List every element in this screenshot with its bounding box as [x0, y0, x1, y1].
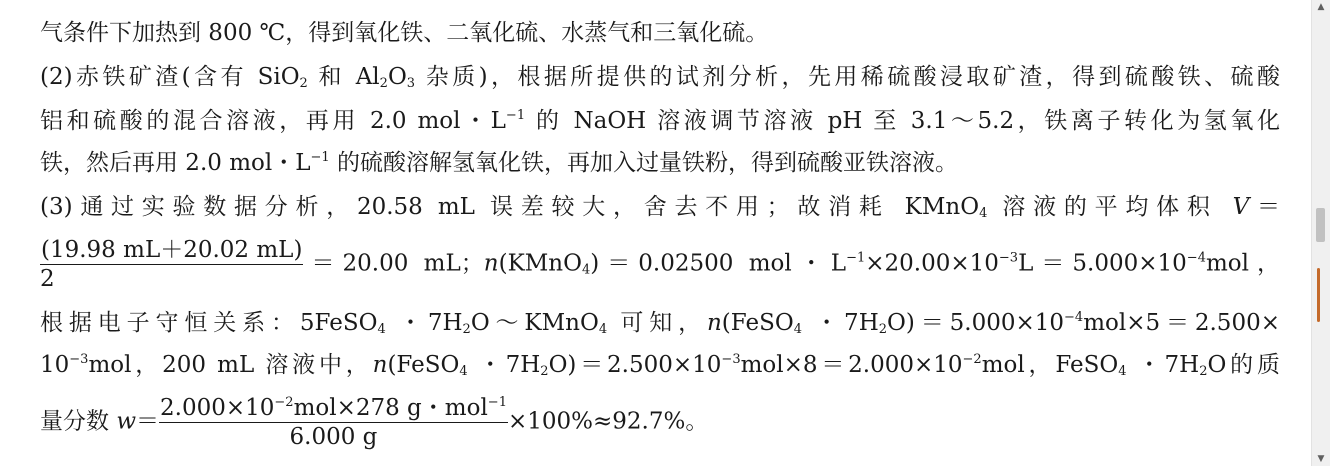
text-line-1: 气条件下加热到 800 ℃，得到氧化铁、二氧化硫、水蒸气和三氧化硫。	[40, 20, 769, 46]
text-line-2: (2)赤铁矿渣(含有 SiO$_2$ 和 $Al_2O_3$ 杂质)，根据所提供的试剂分析，先用稀硫酸浸取矿渣，得到硫酸铁、硫酸	[40, 64, 1280, 91]
text-line-3: 铝和硫酸的混合溶液，再用 2.0 mol・$L^{-1}$ 的 NaOH 溶液调节溶液 pH 至 3.1～5.2，铁离子转化为氢氧化	[40, 108, 1280, 134]
text-line-8: $10^{-3}mol$，200 mL 溶液中，n(FeSO$_4$ ・$7H_2O)=2.500\times 10^{-3}mol\times 8=2.000\times 10^{-2}mol$，FeSO$_4$ ・$7H_2O$的质	[40, 352, 1280, 379]
scroll-down-arrow-icon[interactable]: ▼	[1317, 454, 1325, 464]
text-line-4: 铁，然后再用 2.0 mol・$L^{-1}$ 的硫酸溶解氢氧化铁，再加入过量铁粉，得到硫酸亚铁溶液。	[40, 150, 958, 176]
scroll-position-marker	[1317, 268, 1320, 322]
text-line-7: 根据电子守恒关系：5FeSO$_4$ ・$7H_2O\sim KMnO_4$ 可知，n(FeSO$_4$ ・$7H_2O)=5.000\times 10^{-4}mol\times 5=2.500\times$	[40, 310, 1280, 337]
text-line-6: $\frac{(19.98 mL+20.02 mL)}{2}$ ＝20.00 mL；n(KMnO$_4$)＝0.02500 mol・$L^{-1}\times 20.00\times 10^{-3}L=5.000\times 10^{-4}mol$，	[40, 237, 1281, 292]
scroll-up-arrow-icon[interactable]: ▲	[1317, 2, 1325, 12]
scrollbar-thumb[interactable]	[1316, 208, 1325, 242]
vertical-scrollbar[interactable]	[1311, 0, 1330, 466]
mass-fraction-fraction: $\frac{2.000\times 10^{-2}mol\times 278 g・mol^{-1}}{6.000 g}$	[160, 395, 507, 450]
text-line-5: (3)通过实验数据分析，20.58 mL 误差较大，舍去不用；故消耗 KMnO$_4$ 溶液的平均体积 V＝	[40, 194, 1281, 221]
average-volume-fraction: $\frac{(19.98 mL+20.02 mL)}{2}$	[40, 237, 303, 292]
text-line-9: 量分数 w＝ $\frac{2.000\times 10^{-2}mol\times 278 g・mol^{-1}}{6.000 g}$ ×100%≈92.7%。	[40, 395, 709, 450]
